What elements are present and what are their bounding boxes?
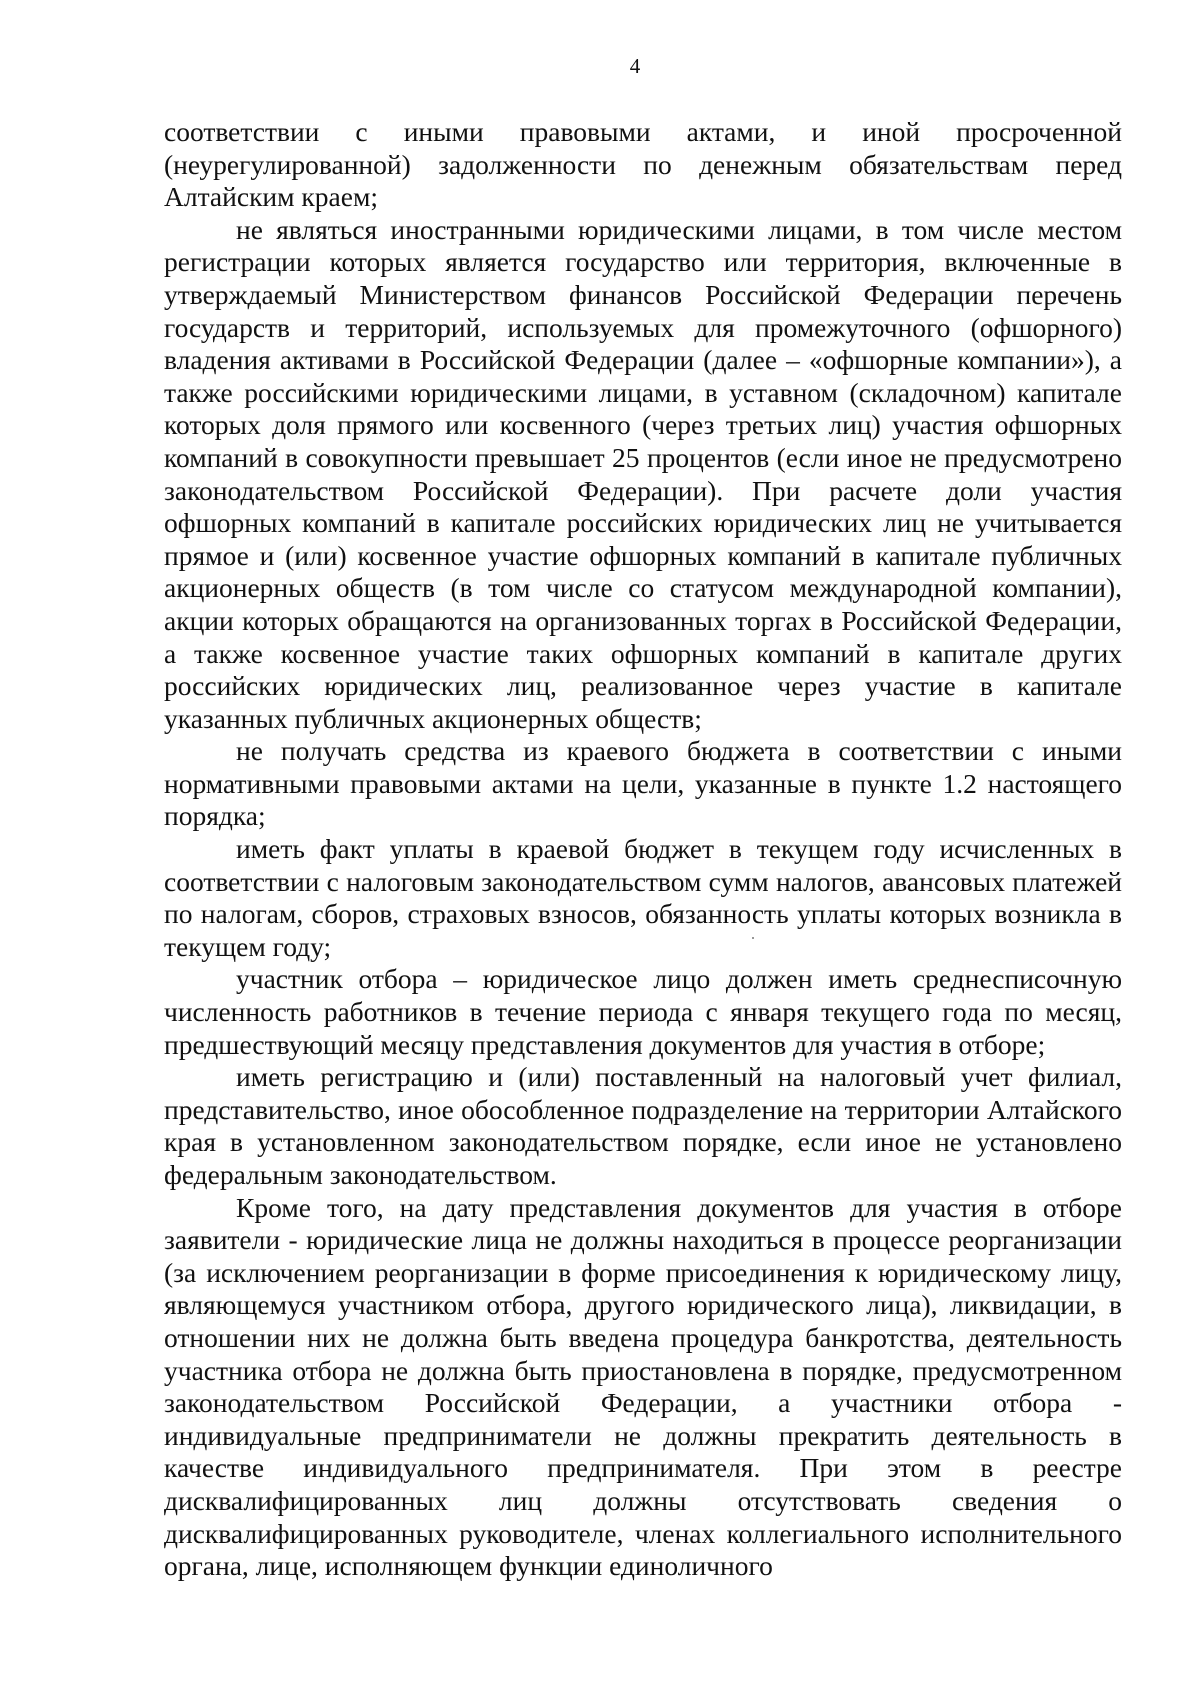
paragraph-continuation: соответствии с иными правовыми актами, и иной просроченной (неурегулированной) задолженности по денежным обязательствам перед Алтайским краем; — [164, 116, 1122, 213]
page-number: 4 — [629, 54, 641, 78]
scan-speck — [752, 937, 754, 939]
document-body — [164, 116, 1122, 1583]
paragraph-tax-payment: иметь факт уплаты в краевой бюджет в текущем году исчисленных в соответствии с налоговым законодательством сумм налогов, авансовых платежей по налогам, сборов, страховых взносов, обязанность уплаты которых возникла в текущем году; — [164, 833, 1122, 962]
paragraph-offshore-requirement: не являться иностранными юридическими лицами, в том числе местом регистрации которых является государство или территория, включенные в утверждаемый Министерством финансов Российской Федерации перечень государств и территорий, используемых для промежуточного (офшорного) владения активами в Российской Федерации (далее – «офшорные компании»), а также российскими юридическими лицами, в уставном (складочном) капитале которых доля прямого или косвенного (через третьих лиц) участия офшорных компаний в совокупности превышает 25 процентов (если иное не предусмотрено законодательством Российской Федерации). При расчете доли участия офшорных компаний в капитале российских юридических лиц не учитывается прямое и (или) косвенное участие офшорных компаний в капитале публичных акционерных обществ (в том числе со статусом международной компании), акции которых обращаются на организованных торгах в Российской Федерации, а также косвенное участие таких офшорных компаний в капитале других российских юридических лиц, реализованное через участие в капитале указанных публичных акционерных обществ; — [164, 213, 1122, 734]
paragraph-no-budget-funds: не получать средства из краевого бюджета в соответствии с иными нормативными правовыми актами на цели, указанные в пункте 1.2 настоящего порядка; — [164, 735, 1122, 832]
paragraph-registration: иметь регистрацию и (или) поставленный на налоговый учет филиал, представительство, иное обособленное подразделение на территории Алтайского края в установленном законодательством порядке, если иное не установлено федеральным законодательством. — [164, 1061, 1122, 1190]
paragraph-headcount: участник отбора – юридическое лицо должен иметь среднесписочную численность работников в течение периода с января текущего года по месяц, предшествующий месяцу представления документов для участия в отборе; — [164, 963, 1122, 1060]
paragraph-reorganization: Кроме того, на дату представления документов для участия в отборе заявители - юридические лица не должны находиться в процессе реорганизации (за исключением реорганизации в форме присоединения к юридическому лицу, являющемуся участником отбора, другого юридического лица), ликвидации, в отношении них не должна быть введена процедура банкротства, деятельность участника отбора не должна быть приостановлена в порядке, предусмотренном законодательством Российской Федерации, а участники отбора - индивидуальные предприниматели не должны прекратить деятельность в качестве индивидуального предпринимателя. При этом в реестре дисквалифицированных лиц должны отсутствовать сведения о дисквалифицированных руководителе, членах коллегиального исполнительного органа, лице, исполняющем функции единоличного — [164, 1191, 1122, 1582]
